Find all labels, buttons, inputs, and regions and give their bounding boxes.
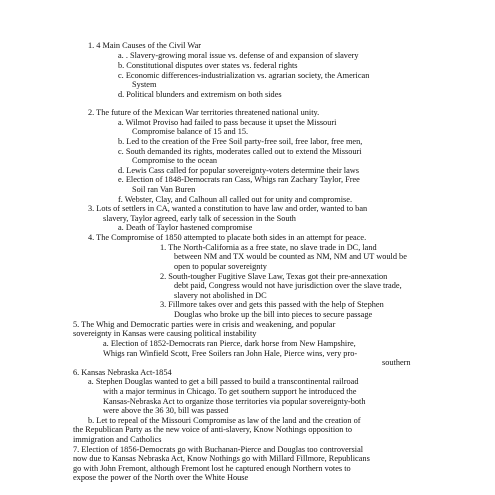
outline-subitem: d. Political blunders and extremism on both sides: [118, 90, 282, 99]
outline-subitem: c. South demanded its rights, moderates called out to extend the Missouri: [118, 147, 362, 156]
outline-subitem-cont: Compromise to the ocean: [132, 156, 218, 165]
outline-item-cont: expose the power of the North over the White House: [73, 473, 249, 482]
outline-numbered-subitem: 3. Fillmore takes over and gets this passed with the help of Stephen: [160, 300, 384, 309]
outline-subitem-cont: Soil ran Van Buren: [132, 185, 196, 194]
outline-subitem: a. Stephen Douglas wanted to get a bill passed to build a transcontinental railroad: [88, 377, 359, 386]
outline-item-2: 2. The future of the Mexican War territories threatened national unity.: [88, 108, 320, 117]
outline-subitem: b. Constitutional disputes over states vs. federal rights: [118, 61, 298, 70]
outline-subitem-cont: with a major terminus in Chicago. To get southern support he introduced the: [103, 387, 357, 396]
outline-numbered-subitem-cont: between NM and TX would be counted as NM, NM and UT would be: [174, 252, 407, 261]
outline-subitem-cont: Whigs ran Winfield Scott, Free Soilers ran John Hale, Pierce wins, very pro-: [103, 349, 358, 358]
outline-subitem: a. Wilmot Proviso had failed to pass because it upset the Missouri: [118, 118, 337, 127]
outline-subitem-cont: Kansas-Nebraska Act to organize those territories via popular sovereignty-both: [103, 397, 366, 406]
outline-subitem: f. Webster, Clay, and Calhoun all called out for unity and compromise.: [118, 195, 353, 204]
outline-numbered-subitem: 2. South-tougher Fugitive Slave Law, Texas got their pre-annexation: [160, 272, 388, 281]
outline-subitem: b. Led to the creation of the Free Soil party-free soil, free labor, free men,: [118, 137, 363, 146]
outline-item-cont: go with John Fremont, although Fremont lost he captured enough Northern votes to: [73, 464, 351, 473]
outline-subitem-cont: were above the 36 30, bill was passed: [103, 406, 229, 415]
outline-subitem-cont: Compromise balance of 15 and 15.: [132, 127, 249, 136]
outline-item-4: 4. The Compromise of 1850 attempted to placate both sides in an attempt for peace.: [88, 233, 367, 242]
outline-item-cont: now due to Kansas Nebraska Act, Know Nothings go with Millard Fillmore, Republicans: [73, 454, 370, 463]
outline-item-7: 7. Election of 1856-Democrats go with Buchanan-Pierce and Douglas too controversial: [73, 445, 364, 454]
outline-subitem-cont: southern: [382, 358, 411, 367]
outline-subitem: a. Death of Taylor hastened compromise: [118, 223, 253, 232]
outline-item-cont: sovereignty in Kansas were causing political instability: [73, 329, 257, 338]
outline-subitem-cont: immigration and Catholics: [73, 435, 162, 444]
outline-subitem: c. Economic differences-industrialization vs. agrarian society, the American: [118, 71, 370, 80]
outline-subitem-cont: the Republican Party as the new voice of anti-slavery, Know Nothings opposition to: [73, 425, 352, 434]
outline-numbered-subitem-cont: open to popular sovereignty: [174, 262, 267, 271]
outline-item-cont: slavery, Taylor agreed, early talk of secession in the South: [103, 214, 296, 223]
outline-numbered-subitem: 1. The North-California as a free state, no slave trade in DC, land: [160, 243, 377, 252]
outline-numbered-subitem-cont: debt paid, Congress would not have jurisdiction over the slave trade,: [174, 281, 402, 290]
outline-item-3: 3. Lots of settlers in CA, wanted a constitution to have law and order, wanted to ban: [88, 204, 368, 213]
outline-item-6: 6. Kansas Nebraska Act-1854: [73, 368, 172, 377]
outline-subitem: a. . Slavery-growing moral issue vs. defense of and expansion of slavery: [118, 51, 359, 60]
outline-item-5: 5. The Whig and Democratic parties were in crisis and weakening, and popular: [73, 320, 336, 329]
outline-subitem: e. Election of 1848-Democrats ran Cass, Whigs ran Zachary Taylor, Free: [118, 175, 360, 184]
outline-numbered-subitem-cont: Douglas who broke up the bill into pieces to secure passage: [174, 310, 373, 319]
outline-subitem: d. Lewis Cass called for popular sovereignty-voters determine their laws: [118, 166, 359, 175]
outline-subitem: b. Let to repeal of the Missouri Compromise as law of the land and the creation of: [88, 416, 361, 425]
outline-item-1: 1. 4 Main Causes of the Civil War: [88, 41, 202, 50]
outline-subitem: a. Election of 1852-Democrats ran Pierce, dark horse from New Hampshire,: [103, 339, 356, 348]
outline-numbered-subitem-cont: slavery not abolished in DC: [174, 291, 267, 300]
outline-subitem-cont: System: [132, 80, 157, 89]
